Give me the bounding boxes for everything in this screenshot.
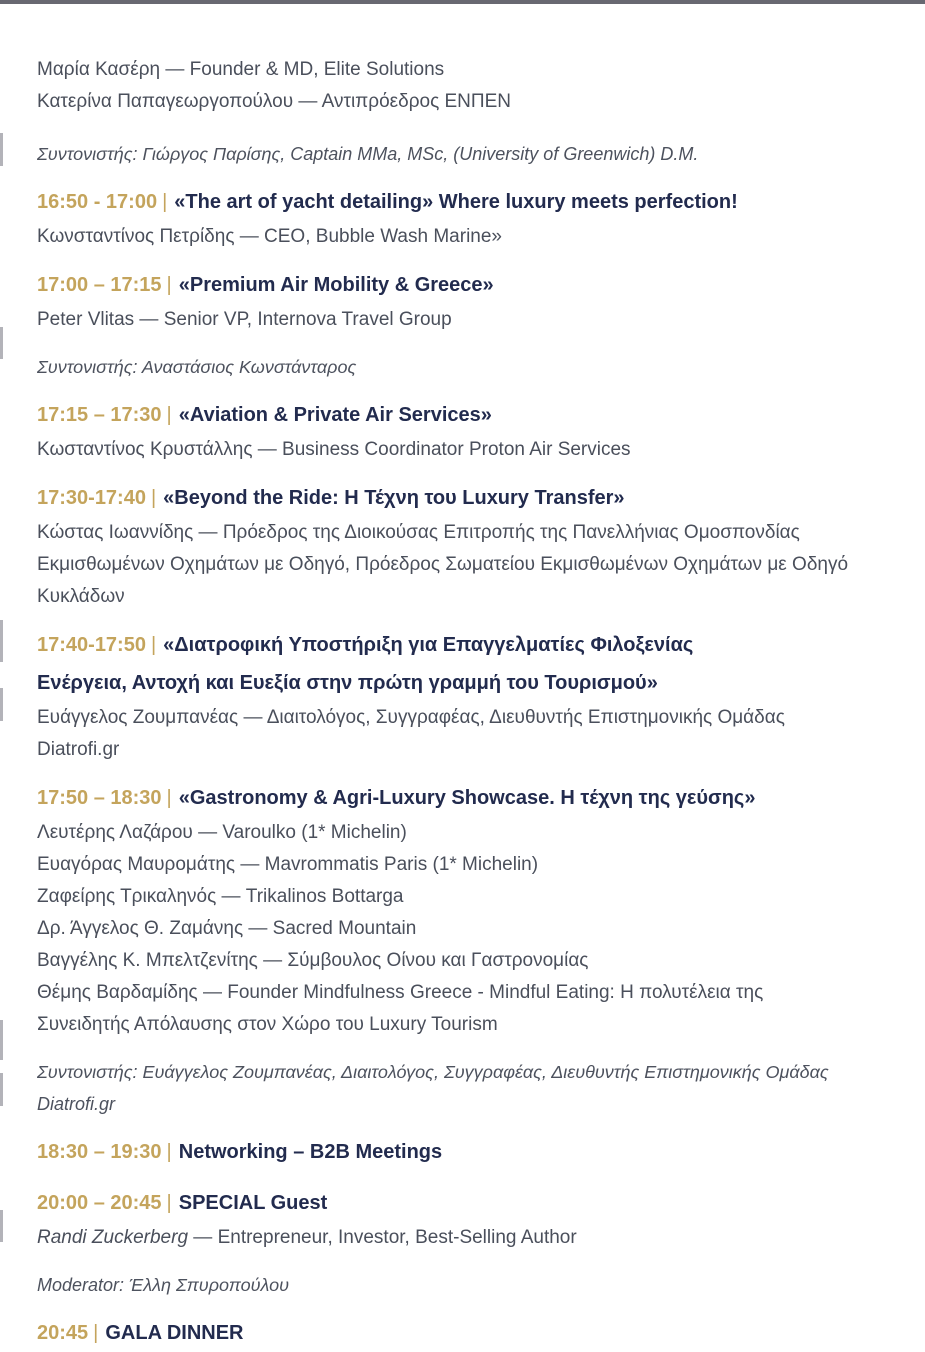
heading-separator: |	[166, 1141, 172, 1163]
session-title: «The art of yacht detailing» Where luxury meets perfection!	[174, 191, 738, 213]
session-heading	[37, 779, 855, 817]
session-title-line2: Ενέργεια, Αντοχή και Ευεξία στην πρώτη γραμμή του Τουρισμού»	[37, 672, 658, 694]
speaker-line: Peter Vlitas — Senior VP, Internova Travel Group	[37, 309, 452, 330]
session-heading	[37, 183, 855, 221]
speaker-line: Ευάγγελος Ζουμπανέας — Διαιτολόγος, Συγγραφέας, Διευθυντής Επιστημονικής Ομάδας Diatrofi.gr	[37, 707, 785, 760]
session-time: 17:15 – 17:30	[37, 404, 162, 426]
heading-separator: |	[166, 1192, 172, 1214]
session-time: 17:00 – 17:15	[37, 274, 162, 296]
session-time: 18:30 – 19:30	[37, 1141, 162, 1163]
session-time: 16:50 - 17:00	[37, 191, 158, 213]
speaker-line: Κωσταντίνος Κρυστάλλης — Business Coordinator Proton Air Services	[37, 439, 631, 460]
session-time: 17:40-17:50	[37, 634, 146, 656]
heading-separator: |	[150, 487, 157, 509]
session-heading	[37, 479, 855, 517]
speaker-line: Κώστας Ιωαννίδης — Πρόεδρος της Διοικούσας Επιτροπής της Πανελλήνιας Ομοσπονδίας Εκμισθωμένων Οχημάτων με Οδηγό, Πρόεδρος Σωματείου Εκμισθωμένων Οχημάτων με Οδηγό Κυκλάδων	[37, 522, 849, 607]
speaker-role: — Entrepreneur, Investor, Best-Selling Author	[188, 1227, 577, 1248]
session-title: GALA DINNER	[105, 1322, 244, 1344]
speaker-line	[37, 1222, 855, 1254]
session-title: «Aviation & Private Air Services»	[178, 404, 492, 426]
session-heading	[37, 626, 855, 702]
speaker-line: Ζαφείρης Τρικαληνός — Trikalinos Bottarga	[37, 886, 404, 907]
speaker-line: Κατερίνα Παπαγεωργοπούλου — Αντιπρόεδρος ΕΝΠΕΝ	[37, 91, 512, 112]
session-heading	[37, 396, 855, 434]
session-time: 20:00 – 20:45	[37, 1192, 162, 1214]
moderator-line: Συντονιστής: Αναστάσιος Κωνστάνταρος	[37, 357, 357, 377]
session-time: 17:30-17:40	[37, 487, 146, 509]
speaker-line: Δρ. Άγγελος Θ. Ζαμάνης — Sacred Mountain	[37, 918, 417, 939]
heading-separator: |	[166, 274, 172, 296]
session-time: 17:50 – 18:30	[37, 787, 162, 809]
moderator-line: Συντονιστής: Ευάγγελος Ζουμπανέας, Διαιτολόγος, Συγγραφέας, Διευθυντής Επιστημονικής Ομάδας Diatrofi.gr	[37, 1062, 829, 1114]
moderator-line: Moderator: Έλλη Σπυροπούλου	[37, 1275, 289, 1295]
moderator-line: Συντονιστής: Γιώργος Παρίσης, Captain MMa, MSc, (University of Greenwich) D.M.	[37, 144, 699, 164]
session-heading	[37, 1314, 855, 1352]
speaker-line: Λευτέρης Λαζάρου — Varoulko (1* Michelin)	[37, 822, 407, 843]
session-heading	[37, 266, 855, 304]
session-heading	[37, 1184, 855, 1222]
session-title: «Gastronomy & Agri-Luxury Showcase. Η τέχνη της γεύσης»	[178, 787, 756, 809]
heading-separator: |	[162, 191, 168, 213]
session-title: Networking – B2B Meetings	[178, 1141, 443, 1163]
speaker-name: Randi Zuckerberg	[37, 1227, 189, 1248]
session-title: SPECIAL Guest	[178, 1192, 328, 1214]
heading-separator: |	[150, 634, 157, 656]
speaker-line: Ευαγόρας Μαυρομάτης — Mavrommatis Paris (1* Michelin)	[37, 854, 539, 875]
heading-separator: |	[166, 404, 172, 426]
heading-separator: |	[93, 1322, 99, 1344]
session-title: «Beyond the Ride: Η Τέχνη του Luxury Transfer»	[163, 487, 625, 509]
speaker-line: Μαρία Κασέρη — Founder & MD, Elite Solutions	[37, 59, 445, 80]
session-title: «Premium Air Mobility & Greece»	[178, 274, 494, 296]
session-time: 20:45	[37, 1322, 89, 1344]
speaker-line: Κωνσταντίνος Πετρίδης — CEO, Bubble Wash Marine»	[37, 226, 502, 247]
speaker-line: Βαγγέλης Κ. Μπελτζενίτης — Σύμβουλος Οίνου και Γαστρονομίας	[37, 950, 589, 971]
speaker-line: Θέμης Βαρδαμίδης — Founder Mindfulness Greece - Mindful Eating: Η πολυτέλεια της Συνειδητής Απόλαυσης στον Χώρο του Luxury Tourism	[37, 982, 764, 1035]
heading-separator: |	[166, 787, 172, 809]
session-title: «Διατροφική Υποστήριξη για Επαγγελματίες Φιλοξενίας	[163, 634, 694, 656]
session-heading	[37, 1133, 855, 1171]
